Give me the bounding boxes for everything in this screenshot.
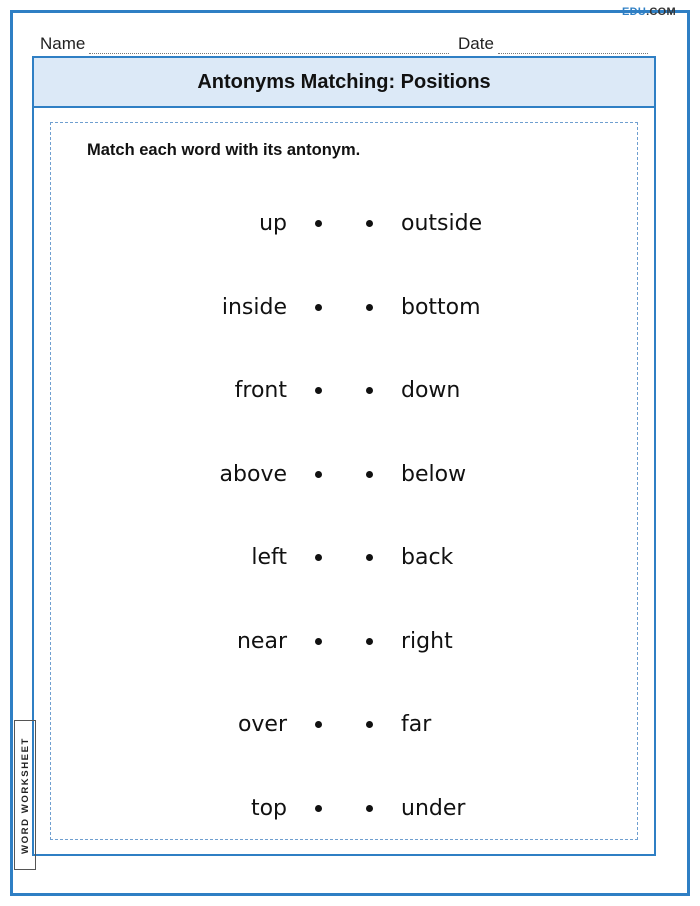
brand-primary: EDU [621,6,647,18]
left-item[interactable] [69,712,322,737]
instruction-text: Match each word with its antonym. [87,141,361,159]
name-field[interactable] [40,34,449,54]
side-category-label [14,720,36,870]
left-item[interactable] [69,629,322,654]
right-connector-dot-icon[interactable] [366,220,373,227]
worksheet-body [50,122,638,840]
match-row [69,349,619,433]
worksheet-card [32,56,656,856]
right-word: down [401,378,461,404]
right-item[interactable] [366,295,619,320]
student-info-row [40,28,660,54]
left-item[interactable] [69,462,322,487]
match-row [69,683,619,767]
left-connector-dot-icon[interactable] [315,220,322,227]
right-connector-dot-icon[interactable] [366,554,373,561]
right-word: below [401,461,467,487]
right-word: far [401,712,432,738]
brand-secondary: .COM [646,6,676,18]
left-word: inside [221,294,287,320]
date-field[interactable] [458,34,648,54]
left-connector-dot-icon[interactable] [315,721,322,728]
left-connector-dot-icon[interactable] [315,554,322,561]
left-connector-dot-icon[interactable] [315,304,322,311]
right-item[interactable] [366,545,619,570]
matching-grid [69,182,619,850]
left-word: left [251,545,287,571]
date-writing-line[interactable] [498,36,648,54]
right-connector-dot-icon[interactable] [366,638,373,645]
left-word: over [237,712,287,738]
match-row [69,182,619,266]
date-label: Date [458,34,494,53]
left-connector-dot-icon[interactable] [315,805,322,812]
right-item[interactable] [366,378,619,403]
match-row [69,433,619,517]
right-word: under [401,795,466,821]
brand-logo [622,6,676,18]
left-item[interactable] [69,211,322,236]
right-item[interactable] [366,462,619,487]
right-connector-dot-icon[interactable] [366,387,373,394]
right-item[interactable] [366,629,619,654]
right-item[interactable] [366,796,619,821]
left-connector-dot-icon[interactable] [315,387,322,394]
left-word: up [259,211,287,237]
right-word: back [401,545,454,571]
left-connector-dot-icon[interactable] [315,471,322,478]
left-word: near [236,628,287,654]
right-connector-dot-icon[interactable] [366,805,373,812]
right-word: bottom [401,294,481,320]
worksheet-header [34,58,654,108]
left-item[interactable] [69,295,322,320]
right-item[interactable] [366,712,619,737]
left-word: above [219,461,287,487]
match-row [69,516,619,600]
left-connector-dot-icon[interactable] [315,638,322,645]
right-item[interactable] [366,211,619,236]
left-item[interactable] [69,378,322,403]
right-connector-dot-icon[interactable] [366,304,373,311]
right-connector-dot-icon[interactable] [366,721,373,728]
left-item[interactable] [69,545,322,570]
left-word: top [250,795,287,821]
side-category-text: WORD WORKSHEET [19,736,31,854]
worksheet-title: Antonyms Matching: Positions [197,70,491,93]
name-writing-line[interactable] [89,36,449,54]
right-word: right [401,628,453,654]
match-row [69,266,619,350]
match-row [69,767,619,851]
right-word: outside [401,211,483,237]
left-item[interactable] [69,796,322,821]
match-row [69,600,619,684]
name-label: Name [40,34,86,53]
left-word: front [234,378,287,404]
right-connector-dot-icon[interactable] [366,471,373,478]
